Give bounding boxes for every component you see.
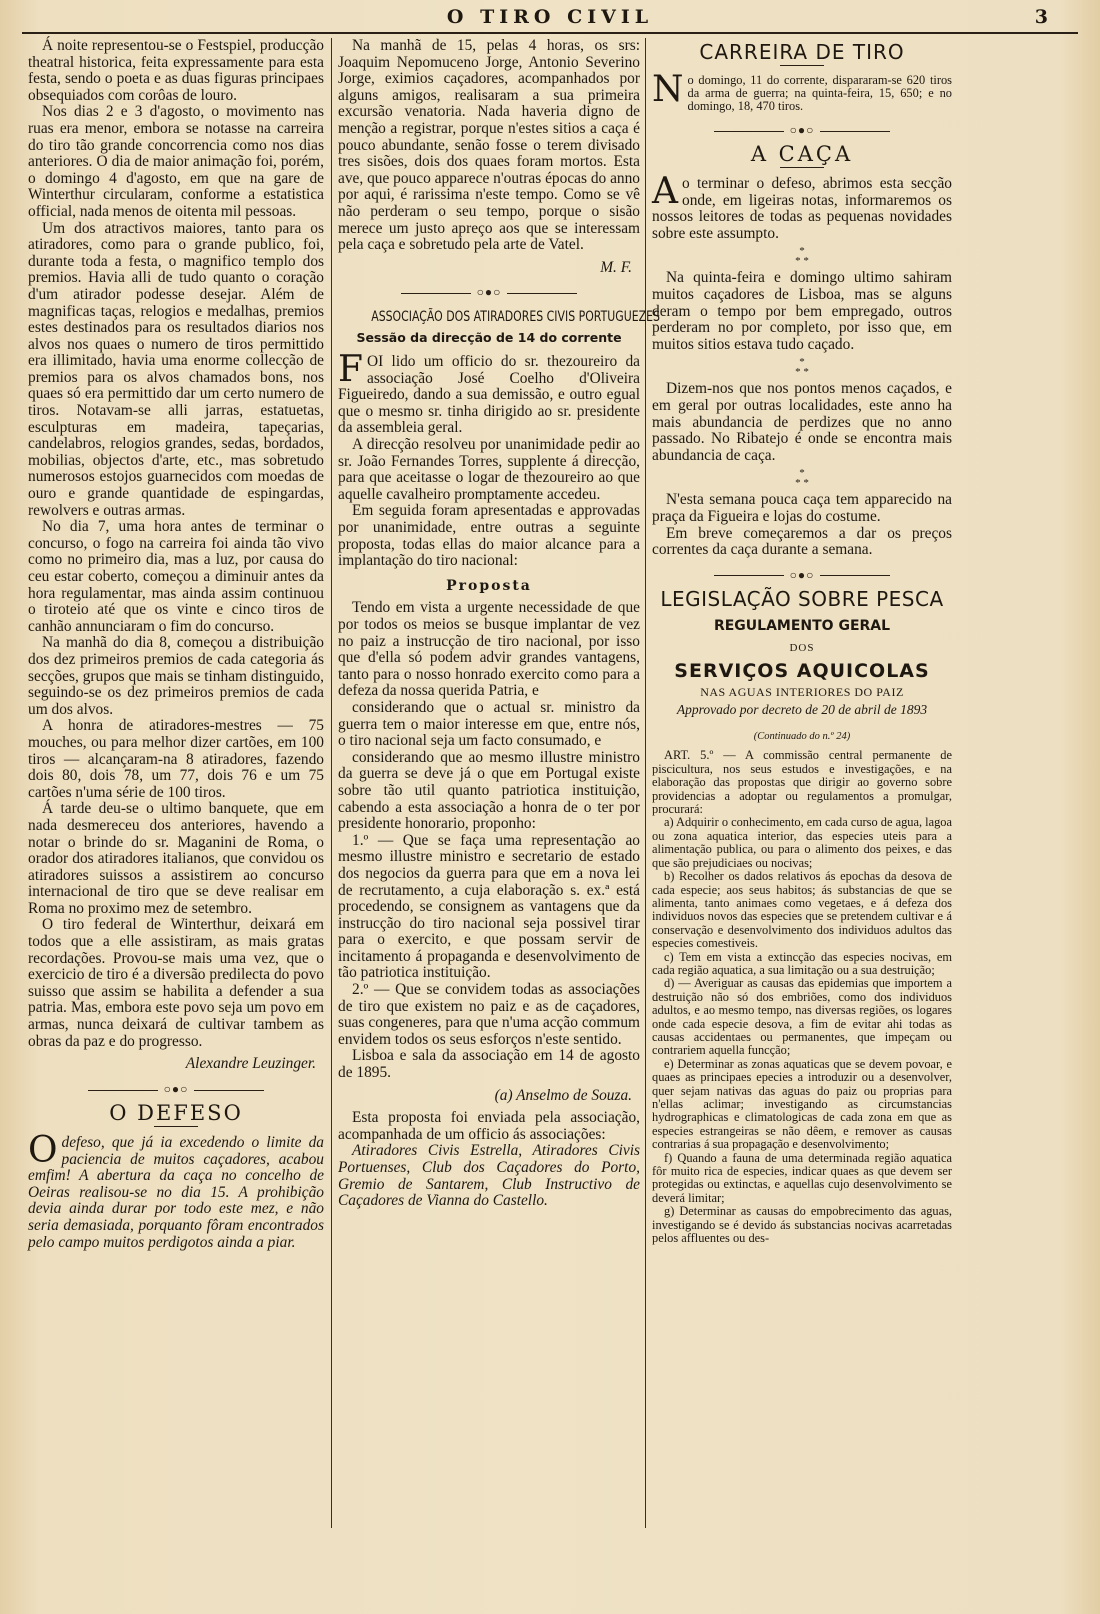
article-paragraph: A honra de atiradores-mestres — 75 mouches, ou para melhor dizer cartões, em 100 tiros — alcançaram-na 8 atiradores, fazendo dois 80, dois 78, um 77, dois 76 e um 75 cartões n'uma série de 100 tiros. [28, 717, 324, 801]
drop-cap: F [338, 349, 363, 391]
session-first-paragraph [338, 349, 640, 437]
regulation-articles [652, 749, 952, 1245]
regulation-approval: Approvado por decreto de 20 de abril de 1893 [676, 702, 928, 718]
article-item: f) Quando a fauna de uma determinada região aquatica fôr muito rica de especies, indicar quaes as que devem ser protegidas ou extinctas, e aquellas cujo desenvolvimento se deverá limitar; [652, 1150, 952, 1205]
proposta-signature: (a) Anselmo de Souza. [494, 1086, 632, 1104]
hunt-paragraph: Na manhã de 15, pelas 4 horas, os srs: Joaquim Nepomuceno Jorge, Antonio Severino Jorge, eximios caçadores, acompanhados por alguns amigos, realisaram a sua primeira excursão venatoria. Nada haveria digno de menção a registrar, porque n'estes sitios a caça é pouco abundante, senão fosse o terem divisado tres sisões, dois dos quaes foram mortos. Esta ave, que pouco apparece n'outras épocas do anno por aqui, é rarissima n'este tempo. Como se vê não perderam o seu tempo, porque o sisão merece um justo apreço aos que se interessam pela caça e sobretudo pela arte de Vatel. [338, 37, 640, 254]
carreira-paragraph [652, 68, 952, 114]
section-title-caca: A CAÇA [750, 142, 854, 167]
caca-paragraph: Na quinta-feira e domingo ultimo sahiram muitos caçadores de Lisboa, mas se alguns deram o tempo por bem empregado, outros perderam no por completo, por isso que, em muitos sitios estava tudo caçado. [652, 269, 952, 353]
session-subtitle: Sessão da direcção de 14 do corrente [356, 329, 622, 345]
regulation-heading: DOS [789, 642, 815, 655]
article-item: a) Adquirir o conhecimento, em cada curso de agua, lagoa ou zona aquatica interior, das especies uteis para a alimentação publica, ou para o alimento dos peixes, e das que são prejudiciaes ou nocivas; [652, 815, 952, 870]
caca-paragraph: Dizem-nos que nos pontos menos caçados, e em geral por outras localidades, este anno ha mais abundancia de perdizes que no anno passado. No Ribatejo é onde se encontra mais abundancia de caça. [652, 380, 952, 464]
section-title-legislacao: LEGISLAÇÃO SOBRE PESCA [660, 587, 944, 612]
carreira-text: o domingo, 11 do corrente, dispararam-se 620 tiros da arma de guerra; na quinta-feira, 15, 650; e no domingo, 18, 470 tiros. [687, 72, 952, 114]
article-paragraph: No dia 7, uma hora antes de terminar o concurso, o fogo na carreira foi ainda tão vivo como no primeiro dia, mas a luz, por causa do ceu estar coberto, começou a diminuir antes da hora regulamentar, mas ainda assim continuou o tiroteio até que os vinte e cinco tiros de canhão annunciaram o fim do concurso. [28, 518, 324, 635]
article-item: g) Determinar as causas do empobrecimento das aguas, investigando se é devido ás substancias nocivas acarretadas pelos affluentes ou des- [652, 1204, 952, 1246]
closing-paragraph: Esta proposta foi enviada pela associação, acompanhada de um officio ás associações: [338, 1109, 640, 1143]
column-divider-2 [645, 38, 646, 1528]
page-number: 3 [1034, 6, 1048, 28]
author-signature: Alexandre Leuzinger. [185, 1055, 316, 1073]
article-paragraph: Na manhã do dia 8, começou a distribuição dos dez primeiros premios de cada categoria ás secções, grupos que mais se tinham distinguido, seguindo-se os dez primeiros premios de cada um dos alvos. [28, 634, 324, 718]
masthead [22, 4, 1078, 30]
ornament-divider: ○●○ [28, 1081, 324, 1098]
continued-note: (Continuado do n.º 24) [753, 730, 851, 742]
caca-paragraph: N'esta semana pouca caça tem apparecido na praça da Figueira e lojas do costume. [652, 491, 952, 525]
section-title-carreira: CARREIRA DE TIRO [699, 40, 905, 64]
caca-first-text: o terminar o defeso, abrimos esta secção onde, em ligeiras notas, informaremos os nossos leitores de todas as pequenas novidades sobre este assumpto. [652, 175, 952, 242]
proposta-paragraph: Tendo em vista a urgente necessidade de que por todos os meios se busque implantar de vez no paiz a instrucção de tiro nacional, por isso que d'ella só podem advir grandes vantagens, tanto para o nosso honrado exercito como para a defeza da nossa querida Patria, e [338, 599, 640, 700]
proposta-paragraph: 2.º — Que se convidem todas as associações de tiro que existem no paiz e as de caçadores, suas congeneres, para que n'uma acção commum envidem todos os seus esforços n'este sentido. [338, 981, 640, 1048]
caca-first-paragraph [652, 171, 952, 242]
newspaper-title: O TIRO CIVIL [446, 6, 654, 28]
proposta-paragraph: Lisboa e sala da associação em 14 de agosto de 1895. [338, 1047, 640, 1082]
asterism: * * * [795, 467, 809, 490]
column-1 [28, 38, 324, 1251]
article-item: b) Recolher os dados relativos ás epochas da desova de cada especie; aos seus habitos; ás substancias de que se alimenta, tanto animaes como vegetaes, e á defeza dos individuos novos das especies que se pretendem cultivar e á conservação e desenvolvimento dos individuos adultos das especies comestiveis. [652, 869, 952, 951]
proposta-paragraph: considerando que o actual sr. ministro da guerra tem o maior interesse em que, entre nós, o tiro nacional seja um facto consumado, e [338, 698, 640, 750]
proposta-paragraph: 1.º — Que se faça uma representação ao mesmo illustre ministro e secretario de estado dos negocios da guerra para que em a nova lei de recrutamento, a cuja elaboração s. ex.ª está procedendo, se consignem as vantagens que da instrucção do tiro nacional seja possivel tirar para o exercito, e que possam servir de incitamento á propaganda e desenvolvimento de tão patriotica instituição. [338, 831, 640, 982]
ornament-divider: ○●○ [652, 122, 952, 139]
regulation-subtitle: NAS AGUAS INTERIORES DO PAIZ [700, 684, 904, 699]
associations-list: Atiradores Civis Estrella, Atiradores Civis Portuenses, Club dos Caçadores do Porto, Gremio de Santarem, Club Instructivo de Caçadores de Vianna do Castello. [338, 1142, 640, 1210]
section-title-defeso: O DEFESO [109, 1101, 243, 1126]
drop-cap: O [28, 1130, 58, 1171]
title-underline [154, 1126, 198, 1127]
session-paragraph: A direcção resolveu por unanimidade pedir ao sr. João Fernandes Torres, supplente á direcção, para que aceitasse o logar de thezoureiro ao que aquelle cavalheiro promptamente accedeu. [338, 436, 640, 503]
asterism: * * * [795, 245, 809, 268]
drop-cap: N [652, 68, 684, 110]
title-underline [780, 167, 824, 168]
article-paragraph: Um dos atractivos maiores, tanto para os atiradores, como para o grande publico, foi, durante toda a festa, o magnifico templo dos premios. Havia alli de tudo quanto o coração d'um atirador podesse desejar. Além de magnificas taças, relogios e medalhas, premios estes destinados para os resultados diarios nos alvos nos quaes o numero de tiros permittido era illimitado, havia uma enorme collecção de premios para os alvos chamados bons, nos quaes só era permittido dar um certo numero de tiros. Notavam-se alli jarras, estatuetas, esculpturas em madeira, tapeçarias, candelabros, relogios grandes, sedas, bordados, mobilias, objectos d'arte, etc., mas sobretudo numerosos estojos guarnecidos com moedas de ouro e grande quantidade de espingardas, rewolvers e outras armas. [28, 219, 324, 519]
defeso-text: defeso, que já ia excedendo o limite da paciencia de muitos caçadores, acabou emfim! A abertura da caça no concelho de Oeiras realisou-se no dia 15. A prohibição devia ainda durar por todo este mez, e não seria demasiada, porquanto fôram encontrados pelo campo muitos perdigotos ainda a piar. [28, 1134, 324, 1251]
article-item: d) — Averiguar as causas das epidemias que importem a destruição não só dos embriões, como dos individuos adultos, e ao mesmo tempo, nas diversas regiões, os logares onde cada especie desova, a fim de evitar ahi todas as causas accidentaes ou permanentes, que impeçam ou contrariem aquella funcção; [652, 976, 952, 1058]
article-item: e) Determinar as zonas aquaticas que se devem povoar, e quaes as principaes epecies a introduzir ou a desenvolver, quer sejam nativas das aguas do paiz ou proprias para n'ellas aclimar; investigando as circumstancias hydrographicas e climatologicas de cada zona em que as especies estrangeiras se não dêem, e remover as causas contrarias á sua propagação e desenvolvimento; [652, 1056, 952, 1152]
caca-paragraph: Em breve começaremos a dar os preços correntes da caça durante a semana. [652, 524, 952, 559]
asterism: * * * [795, 356, 809, 379]
defeso-paragraph [28, 1130, 324, 1251]
session-paragraph: Em seguida foram apresentadas e approvadas por unanimidade, entre outras a seguinte proposta, todas ellas do maior alcance para a implantação do tiro nacional: [338, 502, 640, 570]
proposta-title: Proposta [446, 577, 532, 594]
hunt-signature: M. F. [600, 258, 632, 276]
article-paragraph: Á noite representou-se o Festspiel, producção theatral historica, feita expressamente para esta festa, sendo o poeta e as duas figuras principaes obsequiados com corôas de louro. [28, 37, 324, 104]
regulation-heading: REGULAMENTO GERAL [713, 617, 891, 634]
drop-cap: A [652, 171, 678, 212]
article-paragraph: O tiro federal de Winterthur, deixará em todos que a elle assistiram, as mais gratas recordações. Provou-se mais uma vez, que o exercicio de tiro é a diversão predilecta do povo suisso que assim se habilita a defender a sua patria. Mas, embora este povo seja um povo em armas, nunca deixará de cultivar tambem as obras da paz e do progresso. [28, 916, 324, 1050]
article-paragraph: Á tarde deu-se o ultimo banquete, que em nada desmereceu dos anteriores, havendo a notar o brinde do sr. Maganini de Roma, o orador dos atiradores italianos, que convidou os atiradores suissos a assistirem ao concurso internacional de tiro que se deve realisar em Roma no proximo mez de setembro. [28, 800, 324, 917]
article-item: ART. 5.º — A commissão central permanente de piscicultura, nos seus estudos e investigações, e na elaboração das propostas que dirigir ao governo sobre providencias a adoptar ou regulamentos a promulgar, procurará: [652, 748, 952, 817]
ornament-divider: ○●○ [338, 284, 640, 301]
section-title-associacao: ASSOCIAÇÃO DOS ATIRADORES CIVIS PORTUGUEZES [371, 308, 660, 325]
column-2 [338, 37, 660, 1210]
column-divider-1 [331, 38, 332, 1528]
regulation-title: SERVIÇOS AQUICOLAS [674, 660, 930, 683]
article-item: c) Tem em vista a extincção das especies nocivas, em cada região aquatica, a sua limitação ou a sua destruição; [652, 949, 952, 977]
title-underline [780, 65, 824, 66]
proposta-paragraph: considerando que ao mesmo illustre ministro da guerra se deve já o que em Portugal existe sobre tão util quanto patriotica instituição, cabendo a esta associação a honra de o ter por presidente honorario, proponho: [338, 748, 640, 833]
article-paragraph: Nos dias 2 e 3 d'agosto, o movimento nas ruas era menor, embora se notasse na carreira do tiro tão grande concorrencia como nos dias anteriores. O dia de maior animação foi, porém, o domingo 4 d'agosto, em que na gare de Winterthur circularam, conforme a estatistica official, nada menos de oitenta mil pessoas. [28, 103, 324, 220]
masthead-rule [22, 32, 1078, 34]
session-first-text: OI lido um officio do sr. thezoureiro da associação José Coelho d'Oliveira Figueiredo, dando a sua demissão, e outro egual que o mesmo sr. tinha dirigido ao sr. presidente da assembleia geral. [338, 353, 640, 437]
column-3 [652, 38, 952, 1245]
ornament-divider: ○●○ [652, 567, 952, 584]
